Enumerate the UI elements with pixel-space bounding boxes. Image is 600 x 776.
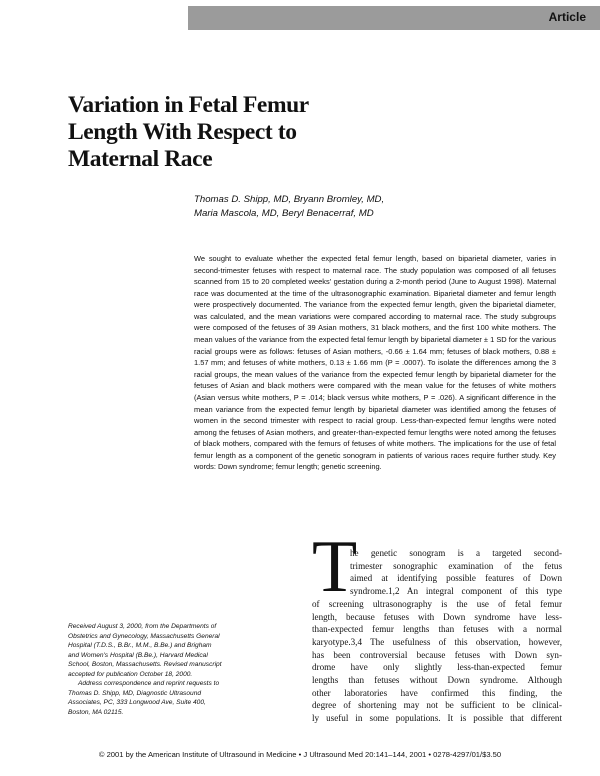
note-line: Address correspondence and reprint requests to <box>78 680 220 688</box>
body-line: ly useful in some populations. It is possible that different <box>312 713 562 724</box>
section-tag-label: Article <box>548 10 586 24</box>
author-list <box>194 193 554 221</box>
abstract: We sought to evaluate whether the expected fetal femur length, based on biparietal diameter, varies in second-trimester fetuses with respect to maternal race. The study population was composed of all fetuses scanned from 15 to 20 completed weeks' gestation during a 2-month period (June to August 1998). Maternal race was documented at the time of the ultrasonographic examination. Biparietal diameter and femur length were prospectively documented. The variance from the expected femur length, given the biparietal diameter, was calculated, and the mean variations were compared according to maternal race. The study subgroups were composed of the fetuses of 39 Asian mothers, 31 black mothers, and the first 100 white mothers. The mean values of the variance from the expected fetal femur length by biparietal diameter ± 1 SD for the various racial groups were as follows: fetuses of Asian mothers, -0.66 ± 1.64 mm; fetuses of black mothers, 0.88 ± 1.57 mm; and fetuses of white mothers, 0.13 ± 1.66 mm (P = .0007). To isolate the differences among the 3 racial groups, the mean values of the variance from the expected femur length by biparietal diameter for the fetuses of Asian and black mothers were compared with the mean value for the fetuses of white mothers (Asian versus white mothers, P = .014; black versus white mothers, P = .026). A significant difference in the mean variance from the expected femur length by biparietal diameter was identified among the fetuses of women in the second trimester with respect to racial group. Less-than-expected femur lengths were noted among the fetuses of Asian mothers, and greater-than-expected femur lengths were noted among the fetuses of black mothers, compared with the femurs of fetuses of white mothers. The implications for the use of fetal femur length as a component of the genetic sonogram in patients of various races require further study. Key words: Down syndrome; femur length; genetic screening. <box>194 254 556 472</box>
title-line: Maternal Race <box>68 146 213 172</box>
body-line: of screening ultrasonography is the use of fetal femur <box>312 598 562 609</box>
note-line: Boston, MA 02115. <box>68 708 124 716</box>
title-line: Length With Respect to <box>68 119 297 145</box>
body-line: karyotype.3,4 The usefulness of this observation, however, <box>312 636 562 647</box>
body-line: than-expected femur lengths than fetuses with a normal <box>312 624 562 635</box>
author-line: Thomas D. Shipp, MD, Bryann Bromley, MD, <box>194 194 385 205</box>
body-line: trimester sonographic examination of the fetus <box>350 560 562 571</box>
author-line: Maria Mascola, MD, Beryl Benacerraf, MD <box>194 208 374 219</box>
note-line: Associates, PC, 333 Longwood Ave, Suite 400, <box>68 699 206 707</box>
note-line: Obstetrics and Gynecology, Massachusetts General <box>68 632 220 640</box>
body-line: lengths than fetuses without Down syndrome. Although <box>312 675 562 686</box>
page-footer: © 2001 by the American Institute of Ultrasound in Medicine • J Ultrasound Med 20:141–144, 2001 • 0278-4297/01/$3.50 <box>98 750 502 759</box>
section-tag-bar <box>188 6 600 30</box>
body-line: syndrome.1,2 An integral component of this type <box>350 586 562 597</box>
body-line: other laboratories have confirmed this finding, the <box>312 687 562 698</box>
article-title <box>68 92 398 173</box>
body-line: has been controversial because fetuses with Down syn- <box>312 649 562 660</box>
note-line: School, Boston, Massachusetts. Revised manuscript <box>68 661 222 669</box>
note-line: accepted for publication October 18, 2000. <box>68 670 193 678</box>
note-line: Thomas D. Shipp, MD, Diagnostic Ultrasound <box>68 689 202 697</box>
note-line: Received August 3, 2000, from the Departments of <box>68 623 217 630</box>
body-line: he genetic sonogram is a targeted second- <box>350 548 562 558</box>
received-note <box>68 622 278 717</box>
note-line: and Women's Hospital (B.Be.), Harvard Medical <box>68 651 208 659</box>
body-line: degree of shortening may not be sufficient to be clinical- <box>312 700 562 711</box>
body-line: drome have only slightly less-than-expected femur <box>312 662 562 673</box>
title-line: Variation in Fetal Femur <box>68 92 309 118</box>
body-column <box>312 547 562 725</box>
body-line: aimed at identifying possible features of Down <box>350 573 562 584</box>
drop-cap: T <box>312 526 358 608</box>
note-line: Hospital (T.D.S., B.Br., M.M., B.Be.) and Brigham <box>68 642 212 650</box>
body-line: length, because fetuses with Down syndrome have less- <box>312 611 562 622</box>
